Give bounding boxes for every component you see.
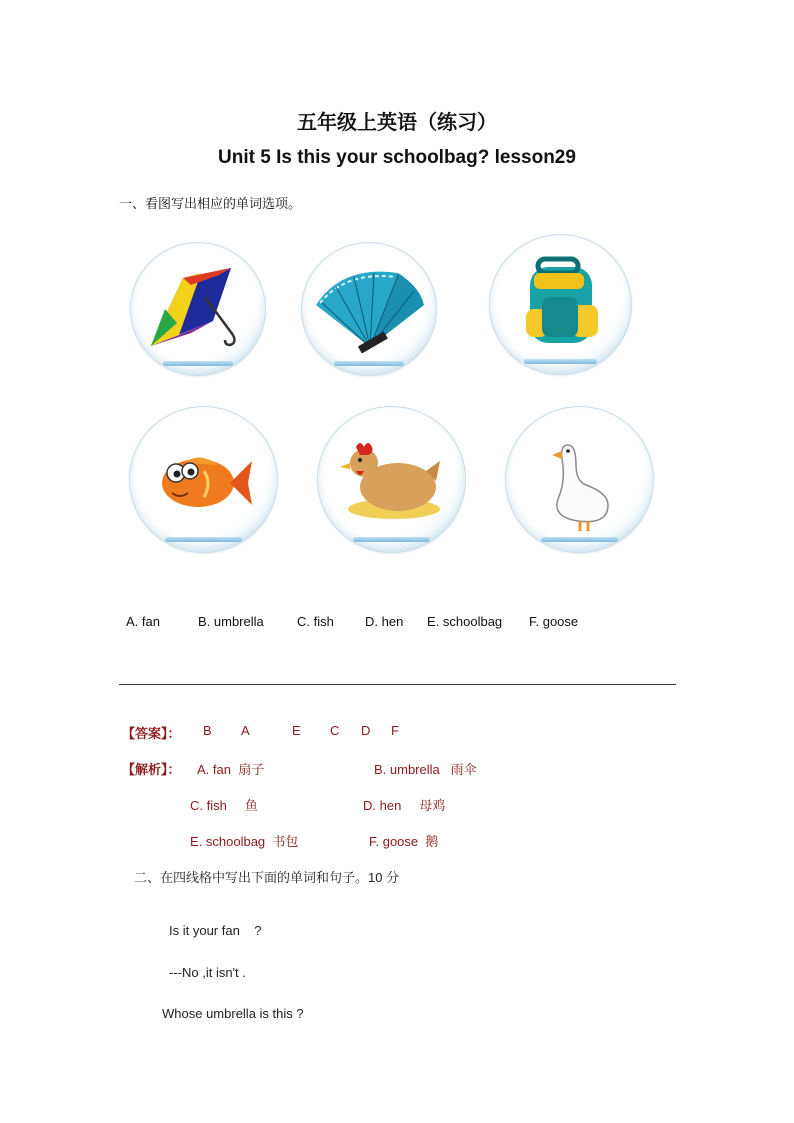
umbrella-icon: [131, 243, 265, 375]
answer-value: F: [391, 723, 399, 738]
analysis-item: B. umbrella 雨伞: [374, 762, 477, 777]
analysis-item: C. fish 鱼: [190, 798, 258, 813]
answer-value: B: [203, 723, 212, 738]
option-f: F. goose: [529, 614, 579, 629]
sentence: Whose umbrella is this ?: [162, 1006, 304, 1021]
section-1-heading: 一、看图写出相应的单词选项。: [119, 196, 302, 211]
picture-fan: [301, 242, 437, 376]
page-subtitle: Unit 5 Is this your schoolbag? lesson29: [218, 147, 576, 168]
fan-icon: [302, 243, 436, 375]
analysis-label: 【解析】：: [122, 762, 181, 777]
page-title: 五年级上英语（练习）: [297, 112, 497, 134]
analysis-item: D. hen 母鸡: [363, 798, 446, 813]
schoolbag-icon: [490, 235, 631, 374]
answer-value: A: [241, 723, 250, 738]
answer-value: E: [292, 723, 301, 738]
picture-umbrella: [130, 242, 266, 376]
option-e: E. schoolbag: [427, 614, 503, 629]
picture-schoolbag: [489, 234, 632, 375]
section-2-heading: 二、在四线格中写出下面的单词和句子。10 分: [134, 870, 400, 885]
sentence: ---No ,it isn't .: [169, 965, 246, 980]
analysis-item: A. fan 扇子: [197, 762, 265, 777]
picture-hen: [317, 406, 466, 553]
picture-goose: [505, 406, 654, 553]
option-b: B. umbrella: [198, 614, 264, 629]
option-d: D. hen: [365, 614, 404, 629]
goose-icon: [506, 407, 653, 552]
option-a: A. fan: [126, 614, 160, 629]
answer-value: D: [361, 723, 371, 738]
answer-value: C: [330, 723, 340, 738]
option-c: C. fish: [297, 614, 334, 629]
sentence: Is it your fan ?: [169, 923, 262, 938]
analysis-item: F. goose 鹅: [369, 834, 439, 849]
fish-icon: [130, 407, 277, 552]
analysis-item: E. schoolbag 书包: [190, 834, 299, 849]
answer-label: 【答案】：: [122, 726, 181, 741]
hen-icon: [318, 407, 465, 552]
divider: [119, 684, 676, 685]
picture-fish: [129, 406, 278, 553]
